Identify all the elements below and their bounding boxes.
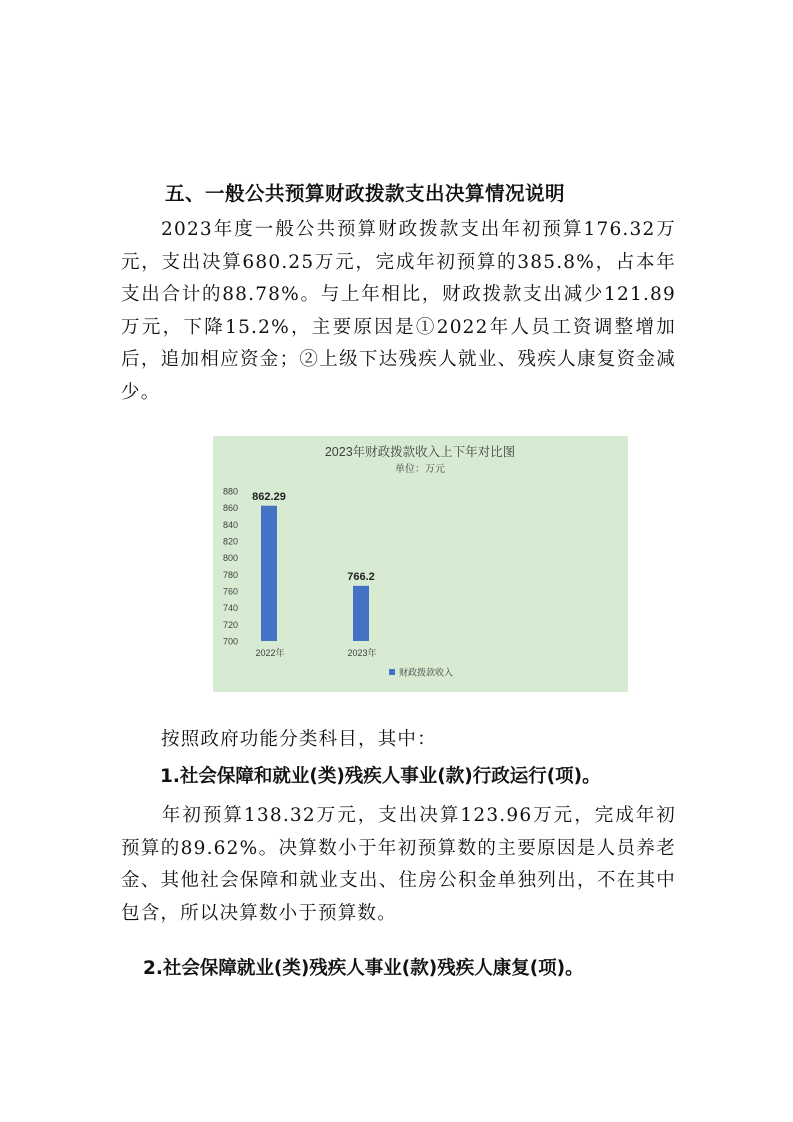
paragraph-budget-summary [121,214,676,409]
bar-2022年 [261,506,277,641]
data-label: 766.2 [347,570,375,583]
y-tick-label: 860 [223,503,239,514]
chart-subtitle: 单位：万元 [395,464,445,475]
chart-title: 2023年财政拨款收入上下年对比图 [324,445,516,459]
paragraph-text: 年初预算138.32万元，支出决算123.96万元，完成年初预算的89.62%。决算数小于年初预算数的主要原因是人员养老金、其他社会保障和就业支出、住房公积金单独列出，不在其中包含，所以决算数小于预算数。 [121,805,676,924]
x-tick-label: 2022年 [255,648,285,658]
bar-chart [213,436,628,692]
item-1-heading: 1.社会保障和就业(类)残疾人事业(款)行政运行(项)。 [160,766,601,787]
legend-label: 财政拨款收入 [399,667,454,678]
section-heading: 五、一般公共预算财政拨款支出决算情况说明 [165,182,566,205]
y-tick-label: 700 [223,636,239,647]
paragraph-classification-intro [121,724,676,757]
data-label: 862.29 [252,490,286,503]
x-tick-label: 2023年 [347,648,377,658]
bar-2023年 [353,586,369,641]
y-tick-label: 840 [223,519,239,530]
item-2-heading: 2.社会保障就业(类)残疾人事业(款)残疾人康复(项)。 [143,958,584,979]
y-tick-label: 740 [223,603,239,614]
y-tick-label: 780 [223,569,239,580]
y-tick-label: 880 [223,486,239,497]
paragraph-text: 2023年度一般公共预算财政拨款支出年初预算176.32万元，支出决算680.25万元，完成年初预算的385.8%，占本年支出合计的88.78%。与上年相比，财政拨款支出减少121.89万元，下降15.2%，主要原因是①2022年人员工资调整增加后，追加相应资金；②上级下达残疾人就业、残疾人康复资金减少。 [121,219,676,403]
y-tick-label: 800 [223,553,239,564]
paragraph-text: 按照政府功能分类科目，其中： [161,729,437,750]
chart-canvas [213,436,628,692]
legend-swatch [389,669,395,675]
y-tick-label: 720 [223,619,239,630]
paragraph-item-1-detail [121,800,676,930]
y-tick-label: 820 [223,536,239,547]
y-tick-label: 760 [223,586,239,597]
